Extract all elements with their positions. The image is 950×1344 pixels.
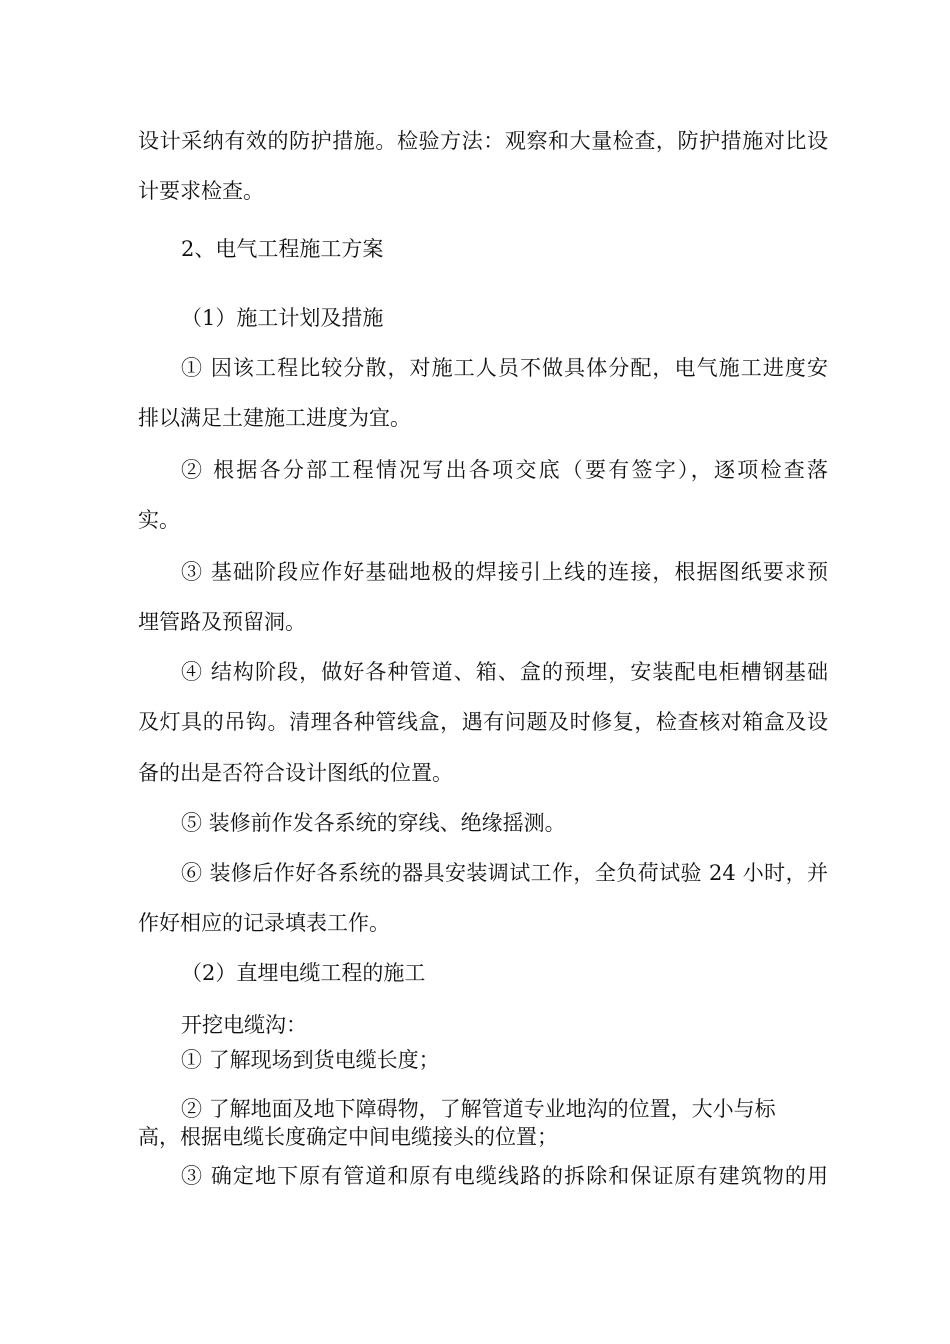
section-heading-2: 2、电气工程施工方案 [181, 237, 384, 261]
text-line-22: ③ 确定地下原有管道和原有电缆线路的拆除和保证原有建筑物的用 [181, 1164, 828, 1188]
text-line-16: 作好相应的记录填表工作。 [138, 911, 390, 935]
text-line-21: 高，根据电缆长度确定中间电缆接头的位置； [138, 1125, 558, 1149]
text-line-9: ③ 基础阶段应作好基础地极的焊接引上线的连接，根据图纸要求预 [181, 560, 828, 584]
text-line-14: ⑤ 装修前作发各系统的穿线、绝缘摇测。 [181, 811, 566, 835]
subsection-heading-2: （2）直埋电缆工程的施工 [181, 961, 426, 985]
text-line-5: ① 因该工程比较分散，对施工人员不做具体分配，电气施工进度安 [181, 356, 828, 380]
text-line-12: 及灯具的吊钩。清理各种管线盒，遇有问题及时修复，检查核对箱盒及设 [138, 710, 828, 734]
text-line-7: ② 根据各分部工程情况写出各项交底（要有签字），逐项检查落 [181, 458, 828, 482]
text-line-19: ① 了解现场到货电缆长度； [181, 1048, 440, 1072]
text-line-10: 埋管路及预留洞。 [138, 610, 306, 634]
text-line-2: 计要求检查。 [138, 179, 264, 203]
text-line-13: 备的出是否符合设计图纸的位置。 [138, 761, 453, 785]
text-line-6: 排以满足土建施工进度为宜。 [138, 406, 411, 430]
text-line-20: ② 了解地面及地下障碍物，了解管道专业地沟的位置，大小与标 [181, 1097, 776, 1121]
text-line-1: 设计采纳有效的防护措施。检验方法：观察和大量检查，防护措施对比设 [138, 129, 828, 153]
text-line-18: 开挖电缆沟： [181, 1013, 307, 1037]
text-line-11: ④ 结构阶段，做好各种管道、箱、盒的预埋，安装配电柜槽钢基础 [181, 660, 828, 684]
subsection-heading-1: （1）施工计划及措施 [181, 306, 384, 330]
text-line-15: ⑥ 装修后作好各系统的器具安装调试工作，全负荷试验 24 小时，并 [181, 861, 828, 885]
text-line-8: 实。 [138, 508, 180, 532]
